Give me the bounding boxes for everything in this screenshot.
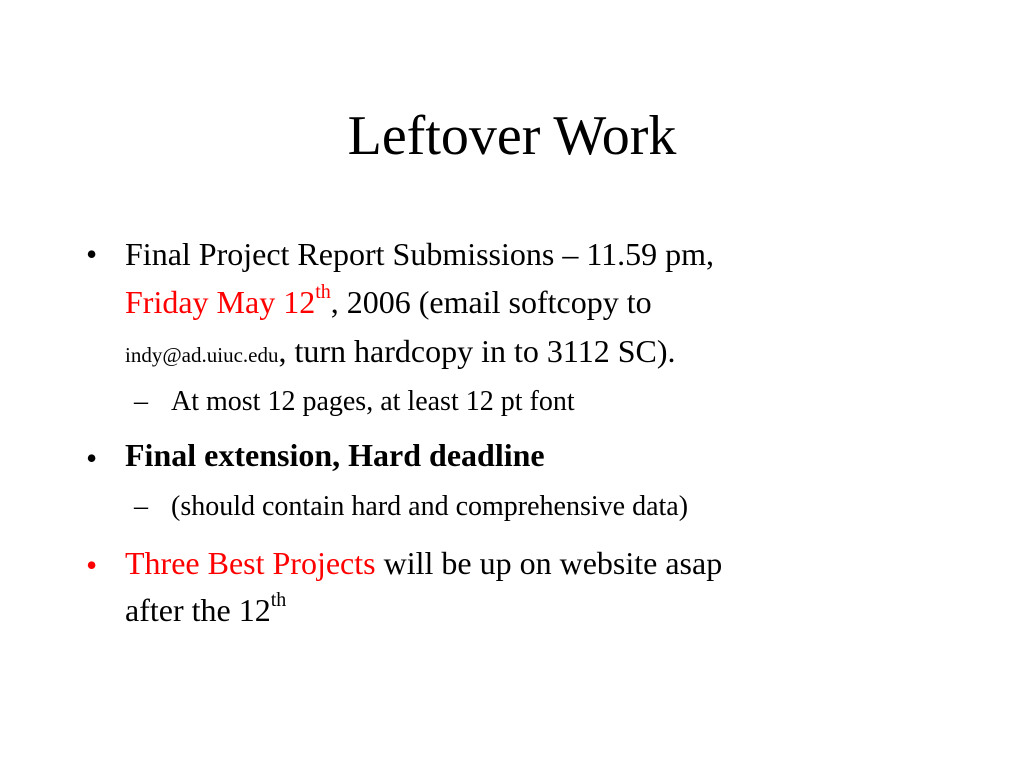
bullet-1-email: indy@ad.uiuc.edu xyxy=(125,343,279,367)
bullet-1-sub-marker: – xyxy=(134,386,148,417)
bullet-2-line-1: Final extension, Hard deadline xyxy=(125,437,545,473)
bullet-1-line-3 xyxy=(125,326,945,380)
bullet-3-marker: • xyxy=(86,547,98,583)
bullet-1-line-2-rest: , 2006 (email softcopy to xyxy=(330,284,652,320)
bullet-3-highlight: Three Best Projects xyxy=(125,545,376,581)
bullet-3-line-2-text: after the 12 xyxy=(125,592,271,628)
bullet-1-line-3-rest: , turn hardcopy in to 3112 SC). xyxy=(278,333,676,369)
bullet-1-line-1 xyxy=(125,229,945,279)
bullet-2-marker: • xyxy=(86,440,98,476)
bullet-3-line-2 xyxy=(125,585,945,635)
bullet-1-date: Friday May 12 xyxy=(125,284,316,320)
bullet-3-suffix: th xyxy=(270,589,287,612)
bullet-3-line-1-rest: will be up on website asap xyxy=(375,545,723,581)
bullet-1-date-suffix: th xyxy=(315,281,331,304)
slide-title: Leftover Work xyxy=(347,105,677,167)
bullet-2-sub-marker: – xyxy=(134,491,148,522)
bullet-3-line-1 xyxy=(125,538,945,588)
bullet-1-subitem: At most 12 pages, at least 12 pt font xyxy=(171,386,575,417)
bullet-2-subitem: (should contain hard and comprehensive data) xyxy=(171,491,689,522)
bullet-1-line-2 xyxy=(125,277,945,327)
bullet-1-line-1-text: Final Project Report Submissions – 11.59 pm, xyxy=(125,236,715,272)
bullet-1-marker: • xyxy=(86,236,98,272)
